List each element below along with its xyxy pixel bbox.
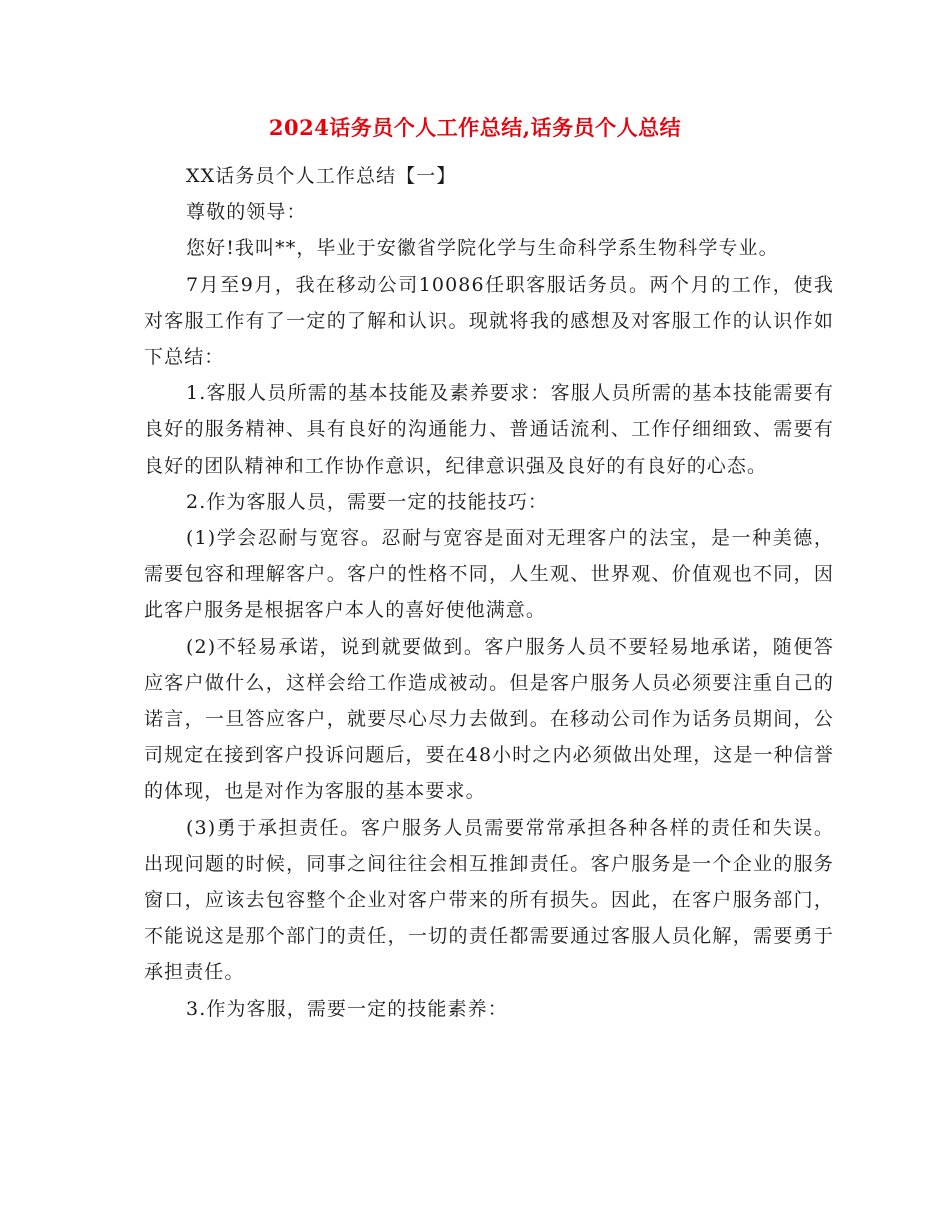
paragraph: (1)学会忍耐与宽容。忍耐与宽容是面对无理客户的法宝，是一种美德，需要包容和理解客户。客户的性格不同，人生观、世界观、价值观也不同，因此客户服务是根据客户本人的喜好使他满意。 [144, 527, 834, 622]
paragraph: 2.作为客服人员，需要一定的技能技巧： [186, 490, 549, 513]
paragraph: 7月至9月，我在移动公司10086任职客服话务员。两个月的工作，使我对客服工作有了一定的了解和认识。现就将我的感想及对客服工作的认识作如下总结： [144, 273, 834, 369]
paragraph: 3.作为客服，需要一定的技能素养： [186, 997, 508, 1020]
paragraph: 您好!我叫**，毕业于安徽省学院化学与生命科学系生物科学专业。 [186, 237, 779, 260]
document-title: 2024话务员个人工作总结,话务员个人总结 [268, 115, 682, 140]
paragraph: (2)不轻易承诺，说到就要做到。客户服务人员不要轻易地承诺，随便答应客户做什么，这样会给工作造成被动。但是客户服务人员必须要注重自己的诺言，一旦答应客户，就要尽心尽力去做到。在移动公司作为话务员期间，公司规定在接到客户投诉问题后，要在48小时之内必须做出处理，这是一种信誉的体现，也是对作为客服的基本要求。 [144, 635, 834, 803]
paragraph: (3)勇于承担责任。客户服务人员需要常常承担各种各样的责任和失误。出现问题的时候，同事之间往往会相互推卸责任。客户服务是一个企业的服务窗口，应该去包容整个企业对客户带来的所有损失。因此，在客户服务部门，不能说这是那个部门的责任，一切的责任都需要通过客服人员化解，需要勇于承担责任。 [144, 816, 834, 984]
document-body [144, 158, 834, 1027]
section-heading: XX话务员个人工作总结【一】 [186, 165, 457, 187]
salutation: 尊敬的领导： [186, 201, 307, 224]
paragraph: 1.客服人员所需的基本技能及素养要求：客服人员所需的基本技能需要有良好的服务精神、具有良好的沟通能力、普通话流利、工作仔细细致、需要有良好的团队精神和工作协作意识，纪律意识强及良好的有良好的心态。 [144, 382, 834, 477]
